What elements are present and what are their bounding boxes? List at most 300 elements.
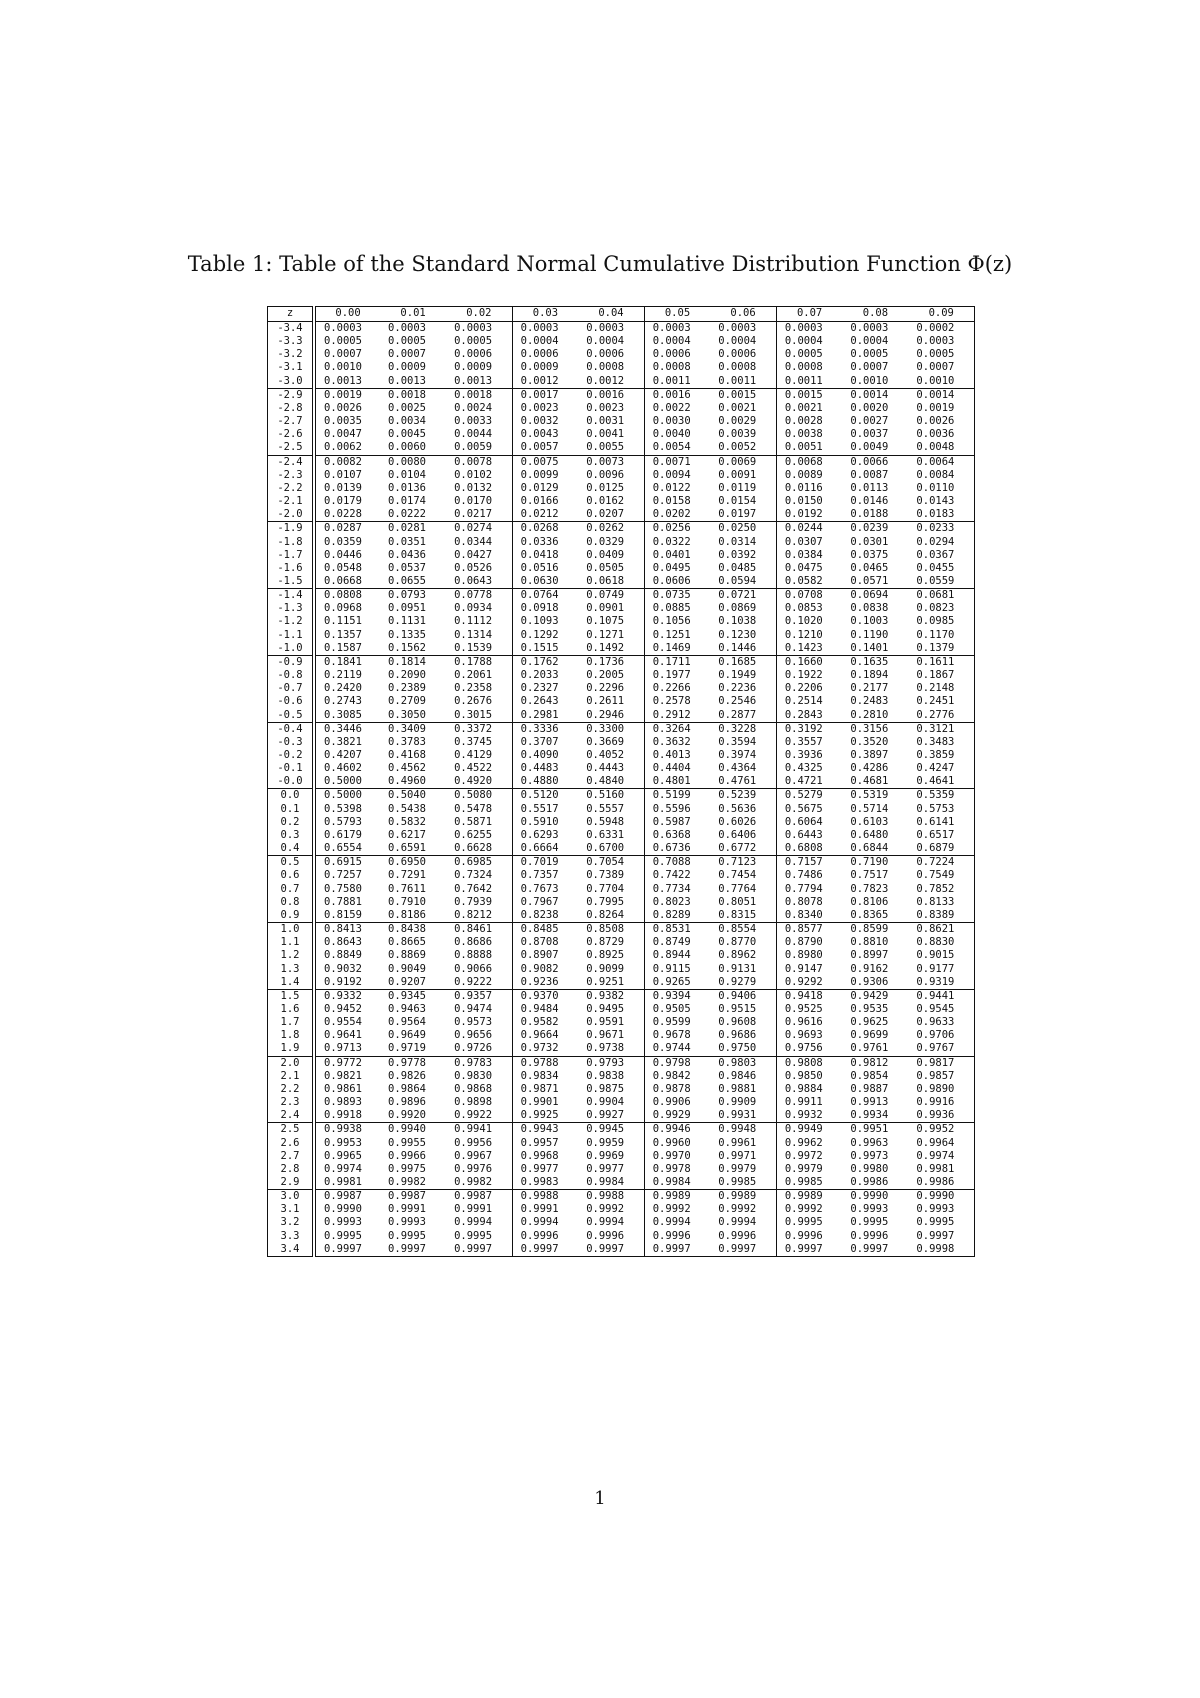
probability-cell: 0.3707 [512, 736, 578, 749]
probability-cell: 0.0078 [446, 455, 512, 469]
probability-cell: 0.0375 [850, 548, 889, 561]
probability-cell: 0.3336 [512, 722, 578, 736]
probability-cell: 0.5000 [324, 775, 362, 788]
probability-cell: 0.0485 [718, 561, 757, 574]
row-group [268, 789, 975, 856]
probability-cell: 0.0030 [644, 415, 710, 428]
probability-cell: 0.0019 [916, 401, 955, 414]
probability-cell: 0.9997 [388, 1242, 426, 1255]
probability-cell: 0.1867 [916, 669, 955, 682]
probability-cell: 0.0005 [850, 348, 889, 361]
probability-cell: 0.0158 [644, 495, 710, 508]
probability-cell: 0.2709 [388, 695, 426, 708]
row-group [268, 322, 975, 389]
probability-cell: 0.8023 [644, 896, 710, 909]
probability-cell: 0.0032 [512, 415, 578, 428]
probability-cell: 0.7823 [850, 882, 889, 895]
probability-cell: 0.6736 [644, 842, 710, 856]
probability-cell: 0.9861 [324, 1082, 362, 1095]
probability-cell: 0.9756 [776, 1042, 842, 1056]
probability-cell: 0.0162 [586, 495, 625, 508]
probability-cell: 0.0059 [454, 441, 493, 454]
probability-cell: 0.0183 [916, 508, 955, 521]
probability-cell: 0.2236 [718, 682, 757, 695]
probability-cell: 0.0015 [710, 388, 776, 402]
probability-cell: 0.0192 [776, 508, 842, 522]
table-row [268, 949, 975, 962]
probability-cell: 0.1539 [454, 641, 493, 654]
probability-cell: 0.2327 [512, 682, 578, 695]
probability-cell: 0.0735 [644, 589, 710, 603]
probability-cell: 0.0018 [380, 388, 446, 402]
probability-cell: 0.9978 [644, 1163, 710, 1176]
standard-normal-cdf-table [267, 306, 975, 1257]
probability-cell: 0.9918 [324, 1109, 362, 1122]
probability-cell: 0.0202 [644, 508, 710, 522]
probability-cell: 0.2877 [718, 708, 757, 721]
probability-cell: 0.0143 [916, 495, 955, 508]
probability-cell: 0.0004 [850, 335, 889, 348]
probability-cell: 0.9906 [644, 1096, 710, 1109]
z-value-cell: -1.7 [268, 549, 315, 562]
probability-cell: 0.5080 [446, 789, 512, 803]
probability-cell: 0.9783 [446, 1056, 512, 1070]
probability-cell: 0.6443 [776, 829, 842, 842]
probability-cell: 0.9938 [314, 1123, 380, 1137]
probability-cell: 0.0005 [776, 348, 842, 361]
z-value-cell: -0.1 [268, 762, 315, 775]
table-row [268, 695, 975, 708]
probability-cell: 0.0869 [718, 602, 757, 615]
z-value-cell: -3.1 [268, 361, 315, 374]
probability-cell: 0.1814 [380, 655, 446, 669]
probability-cell: 0.4920 [454, 775, 493, 788]
probability-cell: 0.6255 [454, 828, 493, 841]
probability-cell: 0.2358 [454, 682, 493, 695]
probability-cell: 0.1335 [388, 628, 426, 641]
probability-cell: 0.3446 [314, 722, 380, 736]
probability-cell: 0.8599 [842, 923, 908, 937]
probability-cell: 0.0036 [916, 428, 955, 441]
probability-cell: 0.5753 [916, 802, 955, 815]
probability-cell: 0.8413 [314, 923, 380, 937]
table-row [268, 495, 975, 508]
table-header [268, 307, 975, 322]
table-row [268, 869, 975, 882]
probability-cell: 0.2981 [512, 709, 578, 723]
probability-cell: 0.9977 [586, 1162, 625, 1175]
probability-cell: 0.0041 [586, 428, 625, 441]
probability-cell: 0.5675 [776, 803, 842, 816]
probability-cell: 0.6915 [314, 856, 380, 870]
z-value-cell: 0.7 [268, 883, 315, 896]
table-row [268, 1216, 975, 1229]
probability-cell: 0.9463 [388, 1002, 426, 1015]
probability-cell: 0.9564 [388, 1016, 426, 1029]
probability-cell: 0.0044 [454, 428, 493, 441]
probability-cell: 0.1841 [314, 655, 380, 669]
probability-cell: 0.9370 [512, 989, 578, 1003]
probability-cell: 0.0004 [776, 335, 842, 348]
probability-cell: 0.9788 [512, 1056, 578, 1070]
probability-cell: 0.9591 [586, 1016, 625, 1029]
table-row [268, 963, 975, 976]
probability-cell: 0.0125 [586, 481, 625, 494]
z-value-cell: 0.5 [268, 856, 315, 870]
probability-cell: 0.1423 [776, 642, 842, 656]
probability-cell: 0.3557 [776, 736, 842, 749]
probability-cell: 0.4761 [718, 775, 757, 788]
probability-cell: 0.3228 [710, 722, 776, 736]
probability-cell: 0.1894 [850, 669, 889, 682]
probability-cell: 0.0048 [916, 441, 955, 454]
z-value-cell: 1.7 [268, 1016, 315, 1029]
probability-cell: 0.9934 [850, 1109, 889, 1122]
probability-cell: 0.0287 [314, 522, 380, 536]
probability-cell: 0.0003 [512, 322, 578, 336]
table-row [268, 508, 975, 522]
probability-cell: 0.3300 [578, 722, 644, 736]
probability-cell: 0.7580 [324, 882, 362, 895]
probability-cell: 0.0016 [644, 388, 710, 402]
probability-cell: 0.0007 [850, 361, 889, 374]
probability-cell: 0.9177 [916, 962, 955, 975]
probability-cell: 0.0005 [916, 348, 955, 361]
probability-cell: 0.8888 [454, 949, 493, 962]
z-value-cell: 2.5 [268, 1123, 315, 1137]
probability-cell: 0.8790 [776, 936, 842, 949]
probability-cell: 0.0071 [644, 455, 710, 469]
probability-cell: 0.7454 [718, 869, 757, 882]
table-row [268, 562, 975, 575]
probability-cell: 0.5793 [324, 815, 362, 828]
z-value-cell: -2.2 [268, 482, 315, 495]
table-row [268, 455, 975, 469]
table-row [268, 1109, 975, 1123]
row-group [268, 1190, 975, 1257]
probability-cell: 0.0057 [512, 441, 578, 455]
probability-cell: 0.2483 [850, 695, 889, 708]
probability-cell: 0.0006 [718, 348, 757, 361]
probability-cell: 0.0018 [446, 388, 512, 402]
probability-cell: 0.1038 [718, 615, 757, 628]
table-row [268, 989, 975, 1003]
probability-cell: 0.9995 [916, 1216, 955, 1229]
probability-cell: 0.8770 [718, 936, 757, 949]
z-value-cell: 1.2 [268, 949, 315, 962]
probability-cell: 0.1190 [850, 628, 889, 641]
table-row [268, 682, 975, 695]
probability-cell: 0.0314 [718, 535, 757, 548]
header-row [268, 307, 975, 322]
probability-cell: 0.8078 [776, 896, 842, 909]
probability-cell: 0.2206 [776, 682, 842, 695]
probability-cell: 0.0013 [324, 374, 362, 387]
probability-cell: 0.9996 [850, 1229, 889, 1242]
probability-cell: 0.9997 [644, 1243, 710, 1257]
probability-cell: 0.7910 [388, 895, 426, 908]
z-value-cell: -2.7 [268, 415, 315, 428]
probability-cell: 0.9656 [454, 1029, 493, 1042]
probability-cell: 0.7019 [512, 856, 578, 870]
probability-cell: 0.7704 [586, 882, 625, 895]
table-row [268, 1029, 975, 1042]
probability-cell: 0.9982 [454, 1176, 493, 1188]
probability-cell: 0.0025 [388, 401, 426, 414]
probability-cell: 0.0033 [454, 415, 493, 428]
row-group [268, 589, 975, 656]
table-row [268, 441, 975, 455]
probability-cell: 0.2119 [324, 669, 362, 682]
probability-cell: 0.3483 [916, 735, 955, 748]
table-row [268, 789, 975, 803]
probability-cell: 0.7764 [718, 882, 757, 895]
probability-cell: 0.4880 [512, 775, 578, 789]
probability-cell: 0.9997 [776, 1243, 842, 1257]
z-value-cell: -3.4 [268, 322, 315, 336]
probability-cell: 0.6480 [850, 828, 889, 841]
probability-cell: 0.9995 [850, 1216, 889, 1229]
probability-cell: 0.6664 [512, 842, 578, 856]
probability-cell: 0.0008 [644, 361, 710, 374]
z-value-cell: 2.8 [268, 1163, 315, 1176]
probability-cell: 0.9535 [850, 1002, 889, 1015]
probability-cell: 0.0968 [324, 602, 362, 615]
probability-cell: 0.0102 [454, 468, 493, 481]
probability-cell: 0.9993 [324, 1216, 362, 1229]
probability-cell: 0.9515 [718, 1002, 757, 1015]
probability-cell: 0.9995 [776, 1216, 842, 1229]
table-row [268, 536, 975, 549]
probability-cell: 0.2090 [388, 669, 426, 682]
probability-cell: 0.0075 [512, 455, 578, 469]
probability-cell: 0.0823 [916, 602, 955, 615]
probability-cell: 0.1020 [776, 615, 842, 628]
probability-cell: 0.9761 [850, 1042, 889, 1055]
z-value-cell: 2.6 [268, 1137, 315, 1150]
probability-cell: 0.9706 [916, 1029, 955, 1042]
probability-cell: 0.1922 [776, 669, 842, 682]
column-header: 0.03 [512, 307, 578, 322]
probability-cell: 0.9732 [512, 1042, 578, 1056]
probability-cell: 0.9997 [512, 1243, 578, 1257]
table-row [268, 589, 975, 603]
z-value-cell: 2.3 [268, 1096, 315, 1109]
probability-cell: 0.3520 [850, 735, 889, 748]
probability-cell: 0.9997 [324, 1242, 362, 1255]
probability-cell: 0.8962 [718, 949, 757, 962]
probability-cell: 0.7881 [324, 895, 362, 908]
probability-cell: 0.8686 [454, 936, 493, 949]
probability-cell: 0.8365 [850, 908, 889, 921]
z-value-cell: 3.4 [268, 1243, 315, 1257]
probability-cell: 0.8869 [388, 949, 426, 962]
probability-cell: 0.9306 [850, 975, 889, 988]
probability-cell: 0.9750 [718, 1042, 757, 1055]
probability-cell: 0.9985 [718, 1176, 757, 1188]
probability-cell: 0.5239 [710, 789, 776, 803]
probability-cell: 0.0694 [842, 589, 908, 603]
probability-cell: 0.9850 [776, 1070, 842, 1083]
probability-cell: 0.0010 [916, 374, 955, 387]
probability-cell: 0.0039 [718, 428, 757, 441]
table-row [268, 829, 975, 842]
z-value-cell: -3.3 [268, 335, 315, 348]
probability-cell: 0.1446 [718, 641, 757, 654]
probability-cell: 0.7257 [324, 869, 362, 882]
probability-cell: 0.5714 [850, 802, 889, 815]
z-value-cell: 0.9 [268, 909, 315, 923]
probability-cell: 0.9931 [718, 1109, 757, 1122]
probability-cell: 0.0329 [586, 535, 625, 548]
probability-cell: 0.9868 [454, 1082, 493, 1095]
probability-cell: 0.9099 [586, 962, 625, 975]
probability-cell: 0.0073 [578, 455, 644, 469]
probability-cell: 0.4090 [512, 749, 578, 762]
probability-cell: 0.0113 [850, 481, 889, 494]
probability-cell: 0.0367 [916, 548, 955, 561]
probability-cell: 0.8238 [512, 909, 578, 923]
probability-cell: 0.6141 [916, 815, 955, 828]
probability-cell: 0.8289 [644, 909, 710, 923]
probability-cell: 0.5987 [644, 816, 710, 829]
row-group [268, 856, 975, 923]
table-row [268, 803, 975, 816]
probability-cell: 0.0606 [644, 575, 710, 589]
table-row [268, 736, 975, 749]
probability-cell: 0.9608 [718, 1016, 757, 1029]
probability-cell: 0.8665 [388, 936, 426, 949]
probability-cell: 0.5478 [454, 802, 493, 815]
probability-cell: 0.4052 [586, 749, 625, 761]
z-value-cell: -3.2 [268, 348, 315, 361]
probability-cell: 0.9996 [586, 1229, 625, 1242]
probability-cell: 0.4840 [586, 775, 625, 788]
probability-cell: 0.8508 [578, 923, 644, 937]
probability-cell: 0.9875 [586, 1082, 625, 1095]
probability-cell: 0.0017 [512, 388, 578, 402]
table-row [268, 629, 975, 642]
probability-cell: 0.8830 [916, 936, 955, 949]
z-value-cell: -0.3 [268, 736, 315, 749]
probability-cell: 0.9949 [776, 1123, 842, 1137]
probability-cell: 0.9990 [842, 1190, 908, 1204]
probability-cell: 0.9956 [454, 1136, 493, 1149]
table-row [268, 1176, 975, 1190]
probability-cell: 0.9979 [776, 1163, 842, 1176]
probability-cell: 0.9992 [644, 1203, 710, 1216]
probability-cell: 0.9961 [718, 1136, 757, 1149]
probability-cell: 0.2743 [324, 695, 362, 708]
probability-cell: 0.4168 [388, 749, 426, 761]
probability-cell: 0.4443 [586, 762, 625, 775]
probability-cell: 0.9992 [776, 1203, 842, 1216]
table-row [268, 575, 975, 589]
probability-cell: 0.9991 [454, 1203, 493, 1216]
probability-cell: 0.0011 [718, 374, 757, 387]
probability-cell: 0.9909 [718, 1096, 757, 1109]
probability-cell: 0.9066 [454, 962, 493, 975]
z-value-cell: -2.8 [268, 402, 315, 415]
z-value-cell: 3.0 [268, 1190, 315, 1204]
probability-cell: 0.9812 [842, 1056, 908, 1070]
probability-cell: 0.0122 [644, 482, 710, 495]
probability-cell: 0.2643 [512, 695, 578, 708]
probability-cell: 0.8643 [324, 936, 362, 949]
z-column-header: z [268, 307, 315, 322]
probability-cell: 0.9678 [644, 1029, 710, 1042]
probability-cell: 0.8708 [512, 936, 578, 949]
probability-cell: 0.7422 [644, 869, 710, 882]
probability-cell: 0.0668 [324, 574, 362, 587]
probability-cell: 0.9911 [776, 1096, 842, 1109]
probability-cell: 0.9984 [644, 1176, 710, 1190]
z-value-cell: 1.6 [268, 1003, 315, 1016]
probability-cell: 0.9996 [644, 1230, 710, 1243]
probability-cell: 0.0571 [850, 574, 889, 587]
probability-cell: 0.5279 [776, 789, 842, 803]
table-row [268, 348, 975, 361]
z-value-cell: 0.2 [268, 816, 315, 829]
probability-cell: 0.4404 [644, 762, 710, 775]
probability-cell: 0.0179 [324, 495, 362, 508]
probability-cell: 0.0188 [850, 508, 889, 521]
probability-cell: 0.9429 [842, 989, 908, 1003]
probability-cell: 0.0307 [776, 536, 842, 549]
probability-cell: 0.0212 [512, 508, 578, 522]
probability-cell: 0.6591 [388, 842, 426, 855]
probability-cell: 0.9959 [586, 1136, 625, 1149]
probability-cell: 0.9960 [644, 1137, 710, 1150]
table-row [268, 655, 975, 669]
probability-cell: 0.8577 [776, 923, 842, 937]
probability-cell: 0.0023 [586, 401, 625, 414]
probability-cell: 0.0222 [388, 508, 426, 521]
column-header: 0.08 [842, 307, 908, 322]
probability-cell: 0.9893 [324, 1096, 362, 1109]
probability-cell: 0.9049 [388, 962, 426, 975]
probability-cell: 0.7673 [512, 883, 578, 896]
probability-cell: 0.1151 [324, 615, 362, 628]
probability-cell: 0.3936 [776, 749, 842, 762]
probability-cell: 0.0016 [578, 388, 644, 402]
probability-cell: 0.0022 [644, 402, 710, 415]
probability-cell: 0.0003 [578, 322, 644, 336]
probability-cell: 0.8485 [512, 923, 578, 937]
probability-cell: 0.9798 [644, 1056, 710, 1070]
probability-cell: 0.5359 [908, 789, 974, 803]
probability-cell: 0.7734 [644, 883, 710, 896]
probability-cell: 0.0197 [718, 508, 757, 521]
probability-cell: 0.2005 [586, 669, 625, 682]
probability-cell: 0.1075 [586, 615, 625, 628]
probability-cell: 0.0094 [644, 469, 710, 482]
probability-cell: 0.2611 [586, 695, 625, 708]
probability-cell: 0.1210 [776, 629, 842, 642]
probability-cell: 0.8438 [380, 923, 446, 937]
probability-cell: 0.0031 [586, 415, 625, 428]
probability-cell: 0.0084 [916, 468, 955, 481]
z-value-cell: -0.2 [268, 749, 315, 762]
probability-cell: 0.0008 [718, 361, 757, 374]
probability-cell: 0.9990 [908, 1190, 974, 1204]
z-value-cell: 3.1 [268, 1203, 315, 1216]
probability-cell: 0.0029 [718, 415, 757, 428]
probability-cell: 0.0003 [314, 322, 380, 336]
probability-cell: 0.9989 [644, 1190, 710, 1204]
probability-cell: 0.0207 [586, 508, 625, 521]
probability-cell: 0.0003 [380, 322, 446, 336]
